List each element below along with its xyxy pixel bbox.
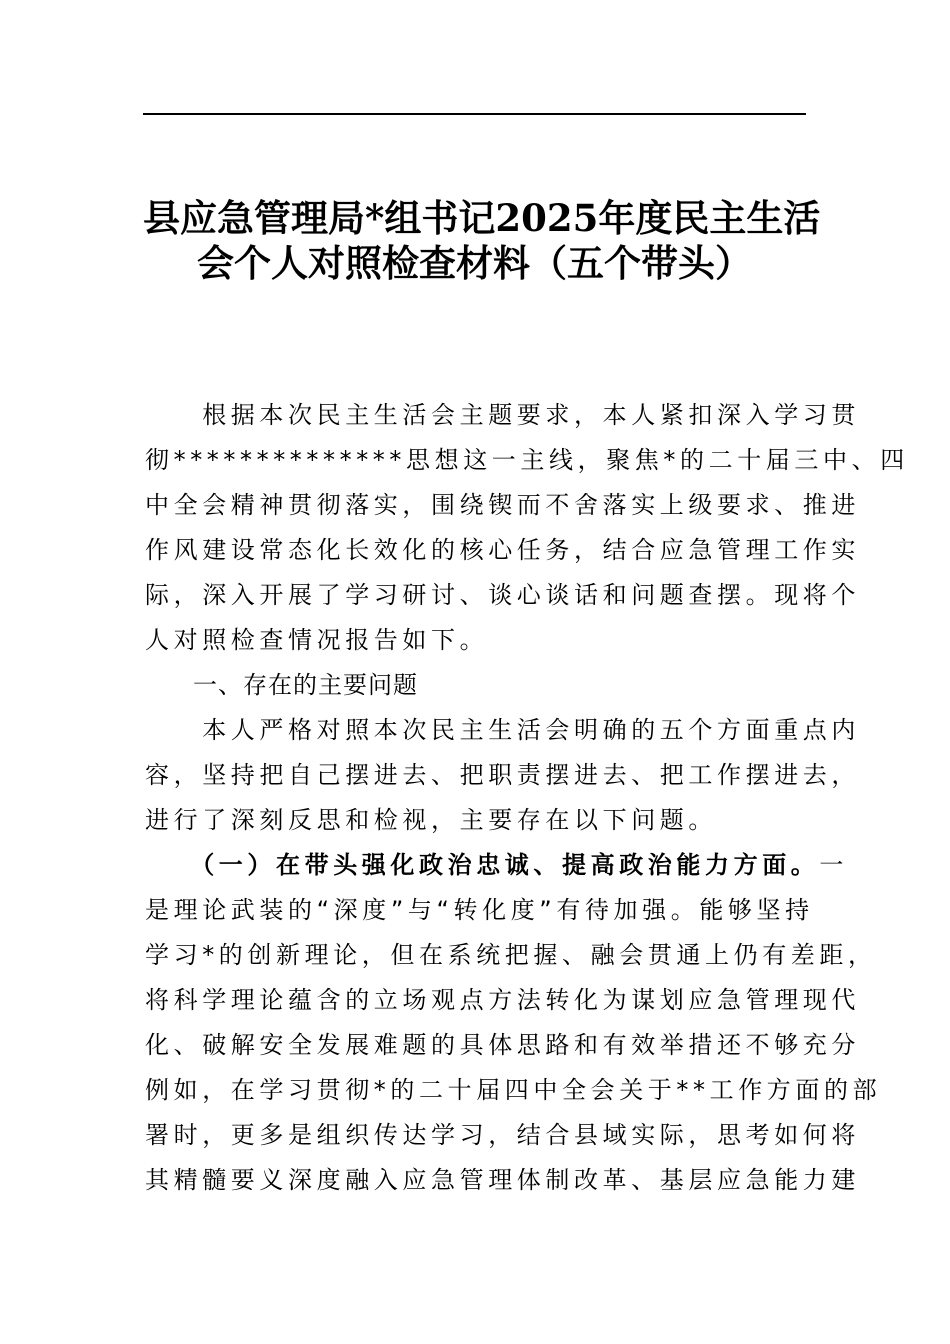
- subsection-line: 其精髓要义深度融入应急管理体制改革、基层应急能力建: [145, 1166, 860, 1194]
- document-title-line-2: 会个人对照检查材料（五个带头）: [197, 241, 752, 285]
- subsection-line: 化、破解安全发展难题的具体思路和有效举措还不够充分: [145, 1031, 860, 1059]
- intro-line: 人对照检查情况报告如下。: [145, 626, 489, 654]
- intro-line: 中全会精神贯彻落实，围绕锲而不舍落实上级要求、推进: [145, 491, 860, 519]
- subsection-heading: （一）在带头强化政治忠诚、提高政治能力方面。: [145, 851, 820, 879]
- subsection-line: 例如，在学习贯彻*的二十届四中全会关于**工作方面的部: [145, 1076, 882, 1104]
- intro-line: 根据本次民主生活会主题要求，本人紧扣深入学习贯: [145, 401, 860, 429]
- subsection-lead-line: [145, 843, 849, 888]
- subsection-line: 将科学理论蕴含的立场观点方法转化为谋划应急管理现代: [145, 986, 860, 1014]
- subsection-line: 学习*的创新理论，但在系统把握、融会贯通上仍有差距，: [145, 941, 877, 969]
- subsection-lead-tail: 一: [819, 851, 849, 879]
- intro-line: 作风建设常态化长效化的核心任务，结合应急管理工作实: [145, 536, 860, 564]
- intro-line: 际，深入开展了学习研讨、谈心谈话和问题查摆。现将个: [145, 581, 860, 609]
- section-intro-line: 本人严格对照本次民主生活会明确的五个方面重点内: [145, 716, 860, 744]
- section-heading: 一、存在的主要问题: [193, 671, 418, 699]
- section-intro-line: 进行了深刻反思和检视，主要存在以下问题。: [145, 806, 717, 834]
- subsection-line: 署时，更多是组织传达学习，结合县域实际，思考如何将: [145, 1121, 860, 1149]
- document-title-line-1: 县应急管理局*组书记2025年度民主生活: [143, 196, 821, 240]
- section-intro-line: 容，坚持把自己摆进去、把职责摆进去、把工作摆进去，: [145, 761, 860, 789]
- intro-line: 彻**************思想这一主线，聚焦*的二十届三中、四: [145, 446, 909, 474]
- subsection-line: 是理论武装的“深度”与“转化度”有待加强。能够坚持: [145, 896, 814, 924]
- header-divider: [143, 113, 806, 115]
